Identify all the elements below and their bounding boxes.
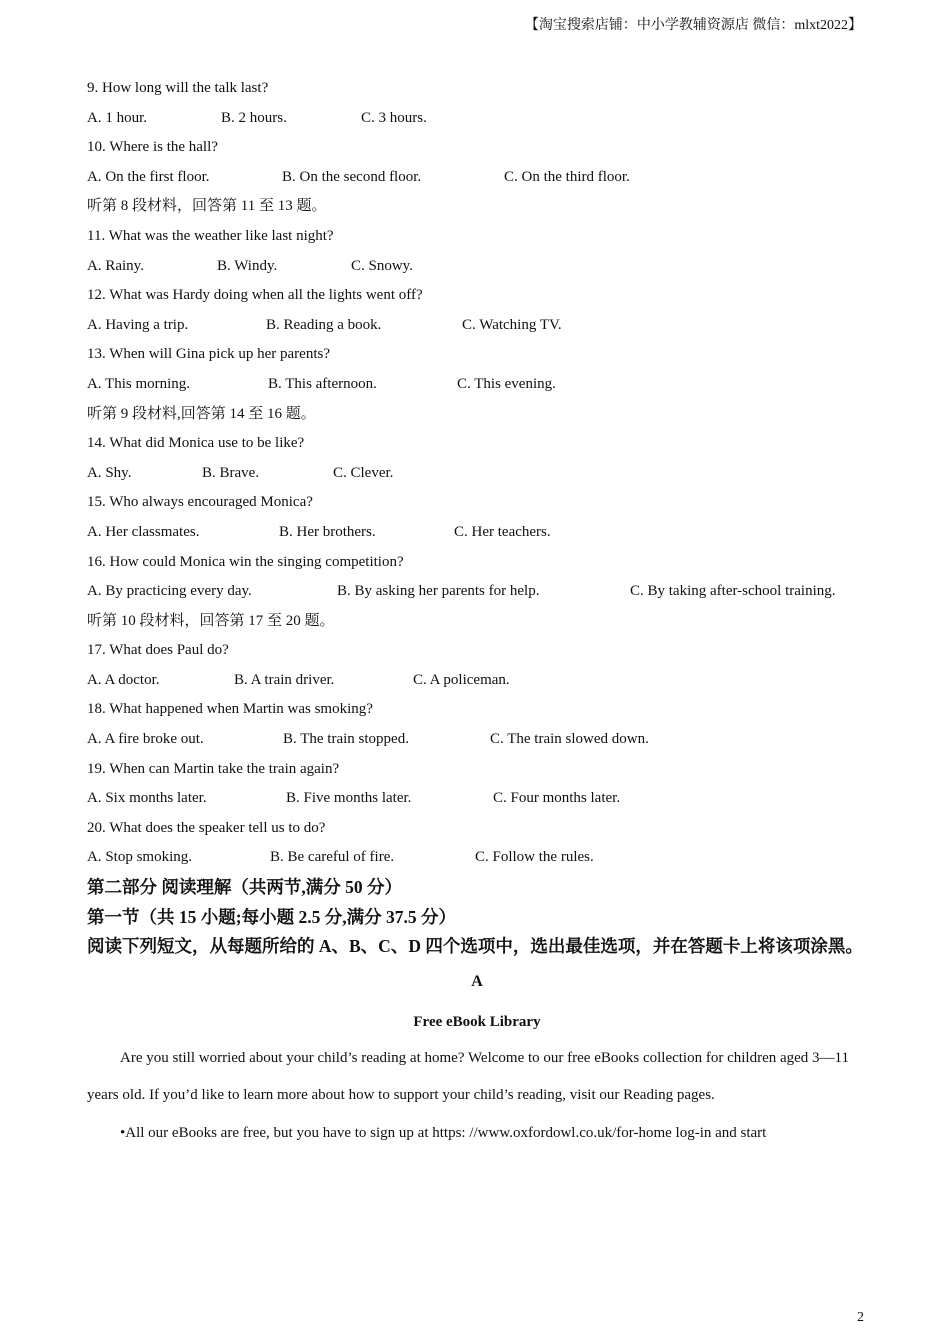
page-content xyxy=(87,74,867,1152)
option-a: A. Rainy. xyxy=(87,257,144,274)
material-note-10: 听第 10 段材料，回答第 17 至 20 题。 xyxy=(87,612,335,629)
question-20: 20. What does the speaker tell us to do? xyxy=(87,819,326,836)
option-c: C. Four months later. xyxy=(493,790,621,807)
question-14: 14. What did Monica use to be like? xyxy=(87,435,305,452)
option-b: B. A train driver. xyxy=(234,671,335,688)
option-b: B. Five months later. xyxy=(286,790,412,807)
option-b: B. 2 hours. xyxy=(221,109,287,126)
option-c: C. This evening. xyxy=(457,375,556,392)
option-a: A. By practicing every day. xyxy=(87,583,252,600)
option-a: A. Stop smoking. xyxy=(87,849,193,866)
question-12: 12. What was Hardy doing when all the lights went off? xyxy=(87,287,423,304)
section-one-title: 第一节（共 15 小题;每小题 2.5 分,满分 37.5 分） xyxy=(87,906,456,927)
option-b: B. Her brothers. xyxy=(279,523,376,540)
option-a: A. A doctor. xyxy=(87,671,160,688)
question-15: 15. Who always encouraged Monica? xyxy=(87,494,313,511)
question-9: 9. How long will the talk last? xyxy=(87,80,269,96)
option-a: A. A fire broke out. xyxy=(87,731,204,748)
option-b: B. Be careful of fire. xyxy=(270,849,395,866)
question-16: 16. How could Monica win the singing competition? xyxy=(87,553,404,570)
option-c: C. Her teachers. xyxy=(454,523,551,540)
options-14 xyxy=(87,459,867,489)
option-c: C. 3 hours. xyxy=(361,109,427,126)
question-19: 19. When can Martin take the train again? xyxy=(87,760,340,777)
options-15 xyxy=(87,518,867,548)
option-b: B. On the second floor. xyxy=(282,168,422,185)
option-c: C. A policeman. xyxy=(413,671,510,688)
option-b: B. Brave. xyxy=(202,464,260,481)
question-11: 11. What was the weather like last night? xyxy=(87,227,334,244)
option-a: A. Having a trip. xyxy=(87,316,189,333)
reading-instruction: 阅读下列短文，从每题所给的 A、B、C、D 四个选项中，选出最佳选项，并在答题卡上将该项涂黑。 xyxy=(87,936,863,957)
option-b: B. The train stopped. xyxy=(283,731,409,748)
option-c: C. Watching TV. xyxy=(462,316,562,333)
option-c: C. By taking after-school training. xyxy=(630,583,836,600)
options-18 xyxy=(87,725,867,755)
option-a: A. 1 hour. xyxy=(87,109,147,126)
options-10 xyxy=(87,163,867,193)
option-b: B. By asking her parents for help. xyxy=(337,583,540,600)
option-a: A. This morning. xyxy=(87,375,191,392)
page-header: 【淘宝搜索店铺：中小学教辅资源店 微信：mlxt2022】 xyxy=(524,18,862,33)
question-13: 13. When will Gina pick up her parents? xyxy=(87,346,330,363)
passage-paragraph: Are you still worried about your child’s reading at home? Welcome to our free eBooks collection for children aged 3—11 years old. If you’d like to learn more about how to support your child’s reading, visit our Reading pages. xyxy=(87,1049,849,1104)
option-b: B. Reading a book. xyxy=(266,316,382,333)
option-c: C. Clever. xyxy=(333,464,394,481)
material-note-9: 听第 9 段材料,回答第 14 至 16 题。 xyxy=(87,405,316,422)
options-17 xyxy=(87,666,867,696)
passage-title: Free eBook Library xyxy=(413,1013,541,1030)
options-12 xyxy=(87,311,867,341)
question-10: 10. Where is the hall? xyxy=(87,139,218,156)
passage-bullet: •All our eBooks are free, but you have to sign up at https: //www.oxfordowl.co.uk/for-home log-in and start xyxy=(120,1124,767,1141)
question-17: 17. What does Paul do? xyxy=(87,642,229,659)
part-two-title: 第二部分 阅读理解（共两节,满分 50 分） xyxy=(87,877,402,898)
options-19 xyxy=(87,784,867,814)
options-9 xyxy=(87,104,867,134)
options-13 xyxy=(87,370,867,400)
page-number: 2 xyxy=(857,1310,864,1325)
options-20 xyxy=(87,843,867,873)
options-11 xyxy=(87,252,867,282)
passage-letter: A xyxy=(471,972,483,990)
option-c: C. The train slowed down. xyxy=(490,731,649,748)
material-note-8: 听第 8 段材料，回答第 11 至 13 题。 xyxy=(87,198,327,215)
options-16 xyxy=(87,577,867,607)
option-a: A. Six months later. xyxy=(87,790,207,807)
option-a: A. On the first floor. xyxy=(87,168,210,185)
option-c: C. Snowy. xyxy=(351,257,413,274)
option-b: B. This afternoon. xyxy=(268,375,377,392)
option-b: B. Windy. xyxy=(217,257,278,274)
option-c: C. On the third floor. xyxy=(504,168,630,185)
question-18: 18. What happened when Martin was smoking? xyxy=(87,701,373,718)
option-c: C. Follow the rules. xyxy=(475,849,594,866)
option-a: A. Her classmates. xyxy=(87,523,200,540)
option-a: A. Shy. xyxy=(87,464,132,481)
